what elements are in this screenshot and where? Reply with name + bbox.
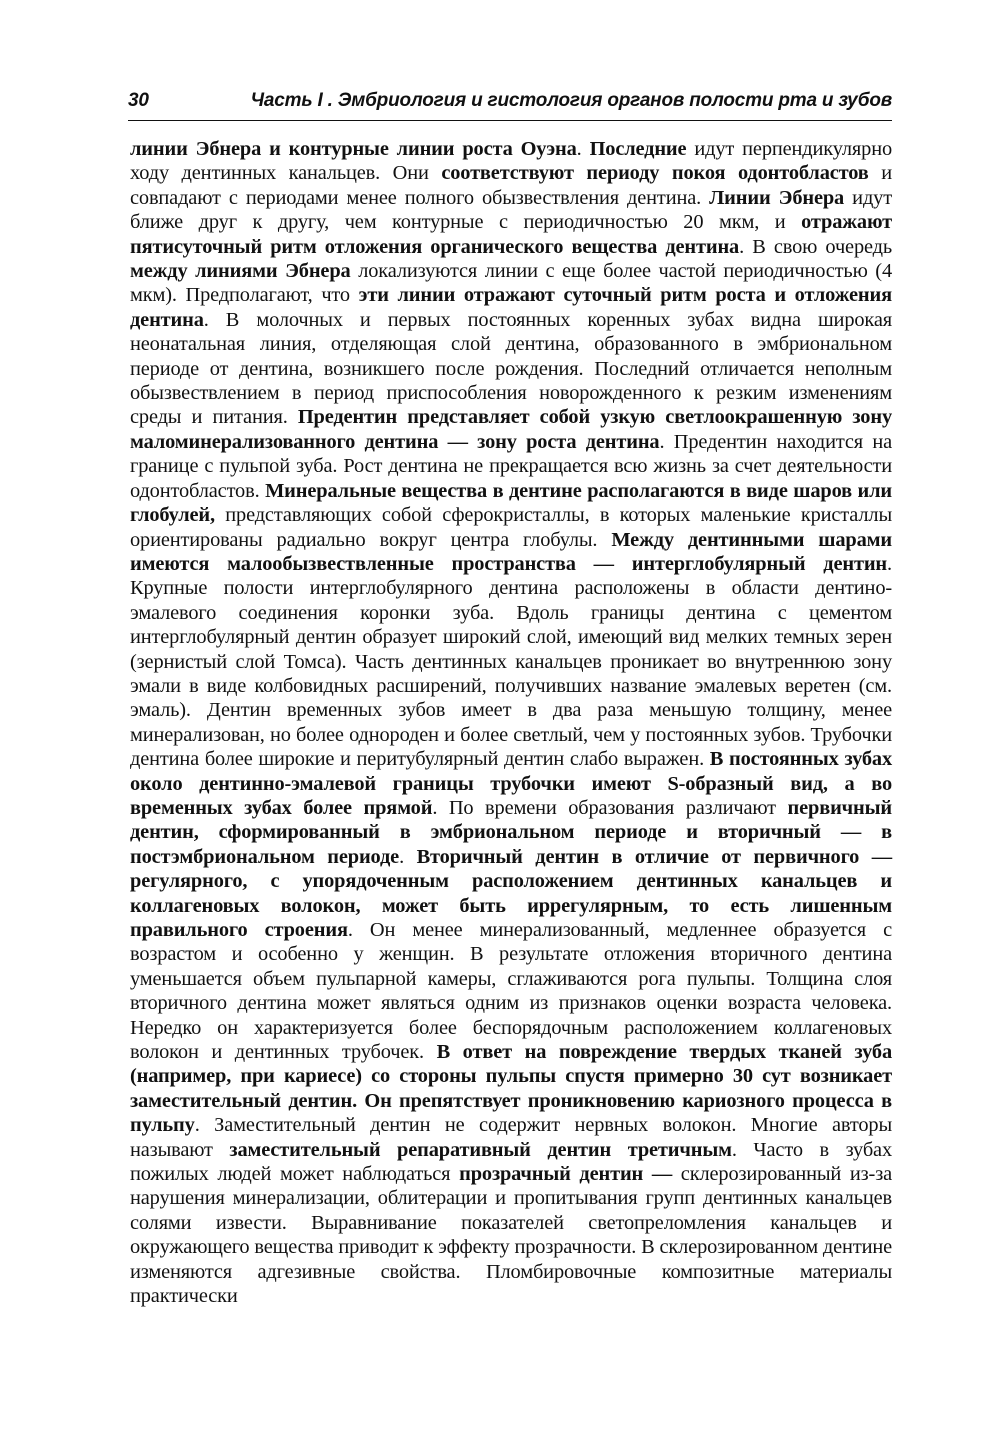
bold-text-run: В ответ на повреждение твердых тканей зуба (например, при кариесе) со стороны пульпы спустя примерно 30 сут возникает заместительный дентин. Он препятствует проникновению кариозного процесса в пульпу [130,1041,893,1137]
bold-text-run: прозрачный дентин — [459,1163,673,1186]
text-run: идут ближе друг к другу, чем контурные с периодичностью 20 мкм, и [130,186,892,234]
text-run: . По времени образования различают [432,796,788,819]
bold-text-run: Последние [589,138,687,160]
body-text [130,137,892,1309]
text-run: идут перпендикулярно ходу дентинных канальцев. Они [130,138,893,185]
bold-text-run: Линии Эбнера [709,186,845,209]
bold-text-run: Вторичный дентин в отличие от первичного — регулярного, с упорядоченным расположением дентинных канальцев и коллагеновых волокон, может быть иррегулярным, то есть лишенным правильного строения [130,845,892,941]
bold-text-run: заместительный репаративный дентин третичным [229,1138,732,1161]
text-run: . Заместительный дентин не содержит нервных волокон. Многие авторы называют [130,1114,892,1161]
page-number: 30 [128,90,149,111]
text-run: склерозированный из-за нарушения минерализации, облитерации и пропитывания групп дентинных канальцев солями извести. Выравнивание показателей светопреломления канальцев и окружающего вещества приводит к эффекту прозрачности. В склерозированном дентине изменяются адгезивные свойства. Пломбировочные композитные материалы практически [130,1163,893,1308]
bold-text-run: отражают пятисуточный ритм отложения органического вещества дентина [130,211,892,258]
text-run: . [399,845,417,868]
text-run: . Часто в зубах пожилых людей может наблюдаться [130,1138,892,1186]
bold-text-run: первичный дентин, сформированный в эмбриональном периоде и вторичный — в постэмбриональном периоде [130,796,892,868]
text-run: . Крупные полости интерглобулярного дентина расположены в области дентино-эмалевого соединения коронки зуба. Вдоль границы дентина с цементом интерглобулярный дентин образует широкий слой, имеющий вид мелких темных зерен (зернистый слой Томса). Часть дентинных канальцев проникает во внутреннюю зону эмали в виде колбовидных расширений, получивших название эмалевых веретен (см. эмаль). Дентин временных зубов имеет в два раза меньшую толщину, менее минерализован, но более однороден и более светлый, чем у постоянных зубов. Трубочки дентина более широкие и перитубулярный дентин слабо выражен. [130,552,892,771]
running-title: Часть I . Эмбриология и гистология органов полости рта и зубов [250,90,892,111]
page-header [128,86,892,116]
bold-text-run: Минеральные вещества в дентине располагаются в виде шаров или глобулей, [130,479,892,527]
bold-text-run: линии Эбнера и контурные линии роста Оуэна [130,138,577,160]
text-run: локализуются линии с еще более частой периодичностью (4 мкм). Предполагают, что [130,260,892,307]
text-run: . [576,138,590,160]
bold-text-run: соответствуют периоду покоя одонтобластов [441,162,869,185]
bold-text-run: Предентин представляет собой узкую светлоокрашенную зону маломинерализованного дентина — зону роста дентина [130,406,892,453]
bold-text-run: Между дентинными шарами имеются малообызвествленные пространства — интерглобулярный дентин [130,528,892,575]
text-run: . В свою очередь [739,235,892,258]
bold-text-run: между линиями Эбнера [130,260,351,283]
bold-text-run: В постоянных зубах около дентинно-эмалевой границы трубочки имеют S-образный вид, а во временных зубах более прямой [130,748,892,819]
paragraph [130,137,892,1309]
text-run: представляющих собой сферокристаллы, в которых маленькие кристаллы ориентированы радиально вокруг центра глобулы. [130,504,892,551]
header-rule [128,120,892,121]
bold-text-run: эти линии отражают суточный ритм роста и отложения дентина [130,284,892,331]
text-run: и совпадают с периодами менее полного обызвествления дентина. [130,162,892,209]
text-run: . Он менее минерализованный, медленнее образуется с возрастом и особенно у женщин. В результате отложения вторичного дентина уменьшается объем пульпарной камеры, сглаживаются рога пульпы. Толщина слоя вторичного дентина может являться одним из признаков оценки возраста человека. Нередко он характеризуется более беспорядочным расположением коллагеновых волокон и дентинных трубочек. [130,919,892,1064]
text-run: . Предентин находится на границе с пульпой зуба. Рост дентина не прекращается всю жизнь за счет деятельности одонтобластов. [130,430,892,502]
text-run: . В молочных и первых постоянных коренных зубах видна широкая неонатальная линия, отделяющая слой дентина, образованного в эмбриональном периоде от дентина, возникшего после рождения. Последний отличается неполным обызвествлением в период приспособления новорожденного к резким изменениям среды и питания. [130,308,892,429]
